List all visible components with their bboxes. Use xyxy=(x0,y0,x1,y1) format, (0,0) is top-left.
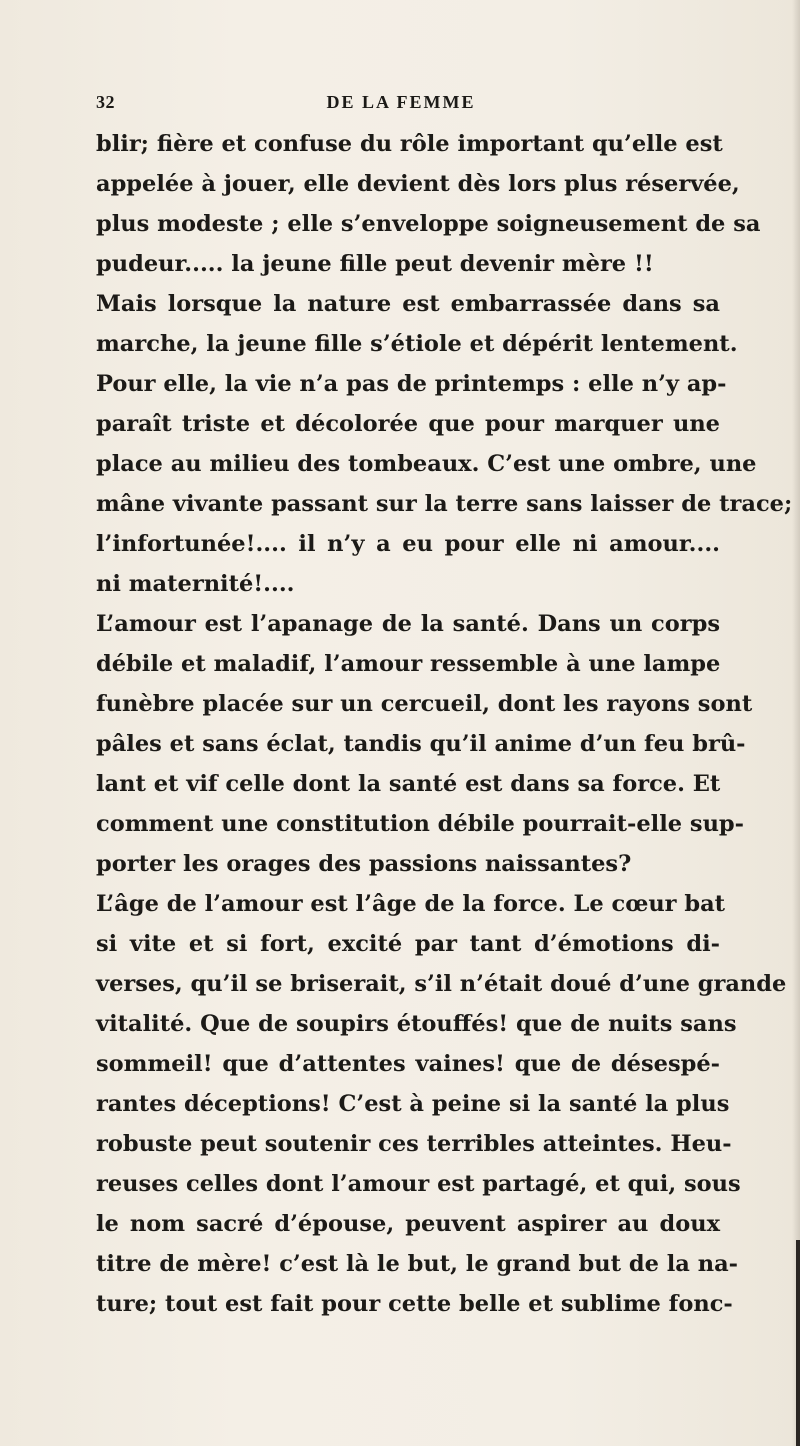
text-line: L’amour est l’apanage de la santé. Dans un corps xyxy=(96,611,720,637)
text-line: mâne vivante passant sur la terre sans laisser de trace; xyxy=(96,491,793,517)
text-line: le nom sacré d’épouse, peuvent aspirer au doux xyxy=(96,1211,720,1237)
text-line: sommeil! que d’attentes vaines! que de désespé- xyxy=(96,1051,720,1077)
running-head: DE LA FEMME xyxy=(326,92,476,112)
text-line: L’âge de l’amour est l’âge de la force. Le cœur bat xyxy=(96,891,726,917)
text-line: Mais lorsque la nature est embarrassée dans sa xyxy=(96,291,720,317)
body-text xyxy=(96,124,793,1324)
text-line: paraît triste et décolorée que pour marquer une xyxy=(96,411,720,437)
page-edge-binding xyxy=(796,1240,800,1446)
text-line: pâles et sans éclat, tandis qu’il anime d’un feu brû- xyxy=(96,731,746,757)
text-line: Pour elle, la vie n’a pas de printemps : elle n’y ap- xyxy=(96,371,727,397)
page-header xyxy=(96,92,706,116)
page-edge-shadow xyxy=(792,0,800,1446)
text-line: vitalité. Que de soupirs étouffés! que de nuits sans xyxy=(96,1011,737,1037)
text-line: robuste peut soutenir ces terribles atteintes. Heu- xyxy=(96,1131,732,1157)
text-line: funèbre placée sur un cercueil, dont les rayons sont xyxy=(96,691,753,717)
text-line: porter les orages des passions naissantes? xyxy=(96,851,632,877)
text-line: appelée à jouer, elle devient dès lors plus réservée, xyxy=(96,171,740,197)
text-line: verses, qu’il se briserait, s’il n’était doué d’une grande xyxy=(96,971,787,997)
text-line: comment une constitution débile pourrait-elle sup- xyxy=(96,811,744,837)
text-line: ni maternité!.... xyxy=(96,571,295,597)
text-line: plus modeste ; elle s’enveloppe soigneusement de sa xyxy=(96,211,761,237)
text-line: reuses celles dont l’amour est partagé, et qui, sous xyxy=(96,1171,741,1197)
text-line: ture; tout est fait pour cette belle et sublime fonc- xyxy=(96,1291,733,1317)
text-line: place au milieu des tombeaux. C’est une ombre, une xyxy=(96,451,757,477)
text-line: titre de mère! c’est là le but, le grand but de la na- xyxy=(96,1251,738,1277)
text-line: marche, la jeune fille s’étiole et dépérit lentement. xyxy=(96,331,738,357)
text-line: débile et maladif, l’amour ressemble à une lampe xyxy=(96,651,721,677)
text-line: pudeur..... la jeune fille peut devenir mère !! xyxy=(96,251,654,277)
text-line: lant et vif celle dont la santé est dans sa force. Et xyxy=(96,771,721,797)
text-line: rantes déceptions! C’est à peine si la santé la plus xyxy=(96,1091,730,1117)
text-line: si vite et si fort, excité par tant d’émotions di- xyxy=(96,931,720,957)
text-line: blir; fière et confuse du rôle important qu’elle est xyxy=(96,131,723,157)
page-number: 32 xyxy=(96,92,115,112)
text-line: l’infortunée!.... il n’y a eu pour elle ni amour.... xyxy=(96,531,720,557)
